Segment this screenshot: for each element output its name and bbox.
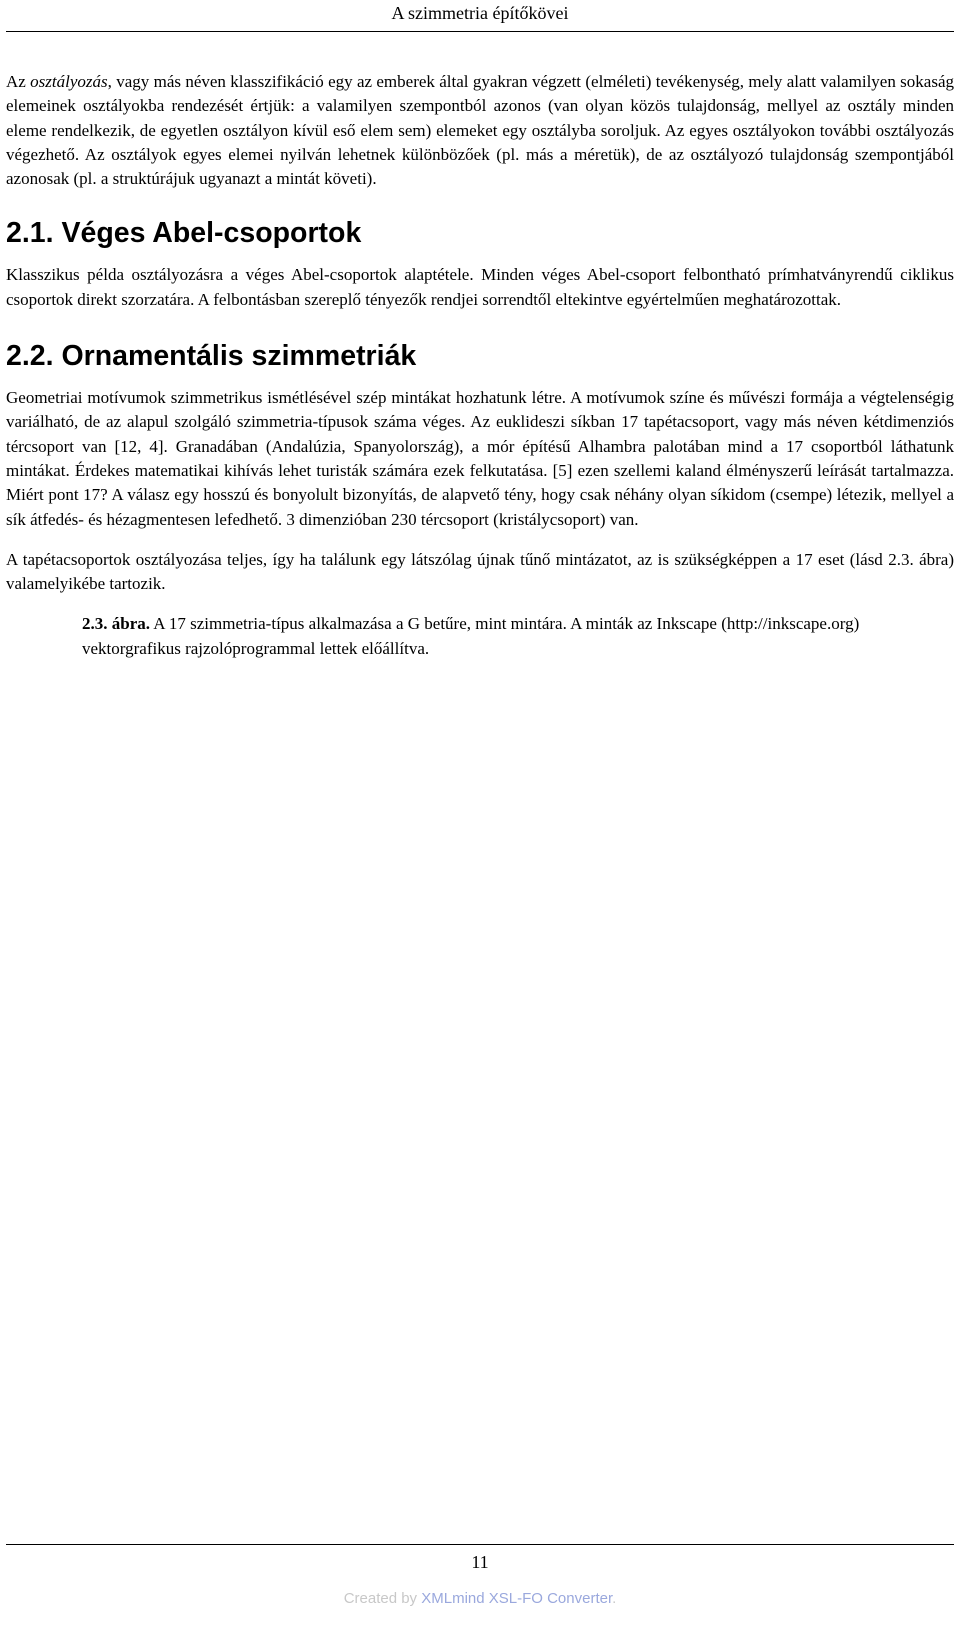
running-header: A szimmetria építőkövei	[391, 3, 569, 23]
intro-term: osztályozás	[30, 72, 108, 91]
ornamental-paragraph: Geometriai motívumok szimmetrikus ismétlésével szép mintákat hozhatunk létre. A motívumok színe és művészi formája a végtelenségig variálható, de az alapul szolgáló szimmetria-típusok száma véges. Az euklideszi síkban 17 tapétacsoport, vagy más néven kétdimenziós tércsoport van [12, 4]. Granadában (Andalúzia, Spanyolország), a mór építésű Alhambra palotában mind a 17 csoportból láthatunk mintákat. Érdekes matematikai kihívás lehet turisták számára ezek felkutatása. [5] ezen szellemi kaland élményszerű leírását tartalmazza. Miért pont 17? A válasz egy hosszú és bonyolult bizonyítás, de alapvető tény, hogy csak néhány olyan síkidom (csempe) létezik, mellyel a sík átfedés- és hézagmentesen lefedhető. 3 dimenzióban 230 tércsoport (kristálycsoport) van.	[6, 388, 954, 529]
credit-link[interactable]: XMLmind XSL-FO Converter	[421, 1590, 613, 1607]
converter-credit	[0, 1589, 960, 1609]
header-divider	[6, 31, 954, 32]
section-heading-abel: 2.1. Véges Abel-csoportok	[6, 217, 362, 250]
page-number: 11	[471, 1552, 489, 1572]
figure-caption-label: 2.3. ábra.	[82, 614, 150, 634]
intro-paragraph	[6, 70, 954, 191]
page-body	[6, 70, 954, 661]
figure-caption-text: A 17 szimmetria-típus alkalmazása a G betűre, mint mintára. A minták az Inkscape (http://inkscape.org) vektorgrafikus rajzolóprogrammal lettek előállítva.	[82, 614, 860, 658]
wallpaper-group-paragraph: A tapétacsoportok osztályozása teljes, így ha találunk egy látszólag újnak tűnő mintázatot, az is szükségképpen a 17 eset (lásd 2.3. ábra) valamelyikébe tartozik.	[6, 549, 954, 594]
section-heading-ornamental: 2.2. Ornamentális szimmetriák	[6, 340, 417, 373]
intro-lead: Az	[6, 72, 31, 91]
credit-prefix: Created by	[343, 1590, 422, 1607]
footer-divider	[6, 1544, 954, 1545]
credit-suffix: .	[612, 1590, 617, 1607]
abel-paragraph: Klasszikus példa osztályozásra a véges Abel-csoportok alaptétele. Minden véges Abel-csoport felbontható prímhatványrendű ciklikus csoportok direkt szorzatára. A felbontásban szereplő tényezők rendjei sorrendtől eltekintve egyértelműen meghatározottak.	[6, 265, 954, 309]
figure-caption	[82, 612, 934, 661]
intro-rest: , vagy más néven klasszifikáció egy az emberek által gyakran végzett (elméleti) tevékenység, mely alatt valamilyen sokaság elemeinek osztályokba rendezését értjük: a valamilyen szempontból azonos (van olyan közös tulajdonság, mellyel az osztály minden eleme rendelkezik, de egyetlen osztályon kívül eső elem sem) elemeket egy osztályba soroljuk. Az egyes osztályokon további osztályozás végezhető. Az osztályok egyes elemei nyilván lehetnek különbözőek (pl. más a méretük), de az osztályozó tulajdonság szempontjából azonosak (pl. a struktúrájuk ugyanazt a mintát követi).	[6, 72, 955, 189]
